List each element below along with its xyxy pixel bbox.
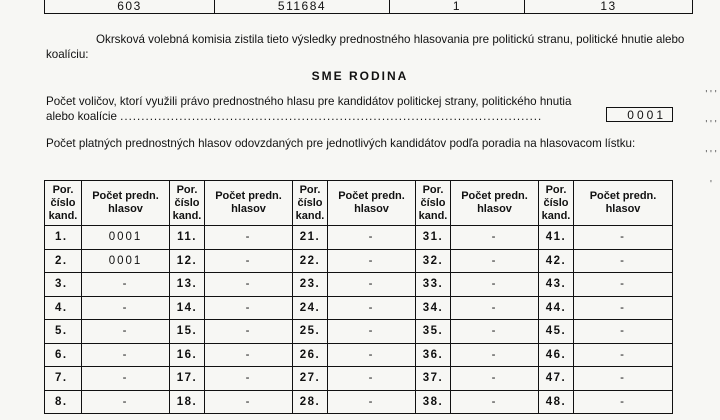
table-row [45,343,673,367]
candidate-votes: - [328,226,416,250]
candidate-number: 24. [293,296,328,320]
candidate-number: 8. [45,390,82,414]
candidate-number: 48. [539,390,574,414]
previous-results-row [44,0,693,14]
candidate-number: 1. [45,226,82,250]
candidate-votes: - [451,296,539,320]
candidate-votes: - [451,343,539,367]
candidate-votes: - [574,273,673,297]
voters-text-line2: alebo koalície [46,110,117,123]
candidate-votes: - [451,249,539,273]
candidate-number: 45. [539,320,574,344]
table-header-row [45,181,673,226]
preferential-votes-table [44,180,673,414]
table-row [45,226,673,250]
candidate-number: 28. [293,390,328,414]
candidate-votes: - [451,320,539,344]
header-votes: Počet predn. hlasov [328,181,416,226]
candidate-number: 18. [170,390,205,414]
candidate-votes: - [328,343,416,367]
header-number: Por. číslo kand. [416,181,451,226]
candidate-number: 23. [293,273,328,297]
table-row [45,367,673,391]
candidate-number: 33. [416,273,451,297]
candidate-number: 3. [45,273,82,297]
table-row [45,249,673,273]
candidate-number: 35. [416,320,451,344]
candidate-number: 22. [293,249,328,273]
candidate-votes: - [574,296,673,320]
intro-paragraph [46,32,686,62]
candidate-votes: - [451,226,539,250]
candidate-votes: - [82,296,170,320]
candidate-votes: - [205,249,293,273]
top-cell-3: 1 [390,0,525,14]
candidate-votes: 0001 [82,226,170,250]
candidate-votes: - [82,390,170,414]
candidate-votes: - [574,226,673,250]
candidate-votes: - [328,320,416,344]
party-name: SME RODINA [311,69,409,83]
candidate-votes: - [205,320,293,344]
candidate-number: 43. [539,273,574,297]
candidate-votes: - [574,390,673,414]
valid-votes-label: Počet platných prednostných hlasov odovzdaných pre jednotlivých kandidátov podľa poradia na hlasovacom lístku: [46,137,636,150]
candidate-votes: - [328,367,416,391]
candidate-number: 2. [45,249,82,273]
candidate-number: 16. [170,343,205,367]
candidate-number: 37. [416,367,451,391]
top-cell-1: 603 [45,0,215,14]
candidate-number: 7. [45,367,82,391]
table-row [45,273,673,297]
candidate-number: 32. [416,249,451,273]
candidate-votes: - [82,343,170,367]
candidate-number: 25. [293,320,328,344]
candidate-number: 14. [170,296,205,320]
candidate-number: 41. [539,226,574,250]
candidate-votes: - [205,390,293,414]
candidate-number: 46. [539,343,574,367]
candidate-votes: - [82,273,170,297]
candidate-votes: 0001 [82,249,170,273]
header-votes: Počet predn. hlasov [82,181,170,226]
candidate-votes: - [328,390,416,414]
candidate-votes: - [205,226,293,250]
candidate-number: 36. [416,343,451,367]
scan-edge-marks: ' ' ' ' ' ' ' ' ' ' [705,89,717,190]
candidate-number: 12. [170,249,205,273]
table-row [45,390,673,414]
candidate-votes: - [574,249,673,273]
candidate-votes: - [574,343,673,367]
voters-text-line1: Počet voličov, ktorí využili právo prednostného hlasu pre kandidátov politickej strany, politického hnutia [46,95,572,108]
header-number: Por. číslo kand. [293,181,328,226]
candidate-votes: - [328,273,416,297]
candidate-number: 44. [539,296,574,320]
candidate-votes: - [574,320,673,344]
candidate-number: 31. [416,226,451,250]
header-number: Por. číslo kand. [45,181,82,226]
candidate-number: 11. [170,226,205,250]
candidate-number: 42. [539,249,574,273]
candidate-votes: - [451,390,539,414]
candidate-number: 47. [539,367,574,391]
candidate-number: 34. [416,296,451,320]
candidate-votes: - [82,320,170,344]
table-row [45,320,673,344]
header-number: Por. číslo kand. [539,181,574,226]
candidate-number: 38. [416,390,451,414]
candidate-number: 26. [293,343,328,367]
voters-count-box: 0001 [606,107,673,122]
candidate-number: 27. [293,367,328,391]
voters-paragraph [46,94,606,124]
candidate-votes: - [328,249,416,273]
candidate-votes: - [451,273,539,297]
candidate-votes: - [205,273,293,297]
candidate-number: 21. [293,226,328,250]
dot-leader: .................................................................................................... [120,110,543,123]
top-cell-2: 511684 [215,0,390,14]
header-votes: Počet predn. hlasov [451,181,539,226]
candidate-votes: - [205,343,293,367]
header-number: Por. číslo kand. [170,181,205,226]
header-votes: Počet predn. hlasov [574,181,673,226]
candidate-votes: - [205,296,293,320]
candidate-number: 17. [170,367,205,391]
top-cell-4: 13 [525,0,693,14]
candidate-number: 4. [45,296,82,320]
header-votes: Počet predn. hlasov [205,181,293,226]
candidate-votes: - [574,367,673,391]
candidate-number: 6. [45,343,82,367]
candidate-votes: - [82,367,170,391]
candidate-votes: - [451,367,539,391]
candidate-number: 5. [45,320,82,344]
intro-text: Okrsková volebná komisia zistila tieto výsledky prednostného hlasovania pre politickú stranu, politické hnutie alebo koalíciu: [46,33,685,61]
table-row [45,296,673,320]
candidate-number: 13. [170,273,205,297]
candidate-votes: - [205,367,293,391]
candidate-votes: - [328,296,416,320]
candidate-number: 15. [170,320,205,344]
